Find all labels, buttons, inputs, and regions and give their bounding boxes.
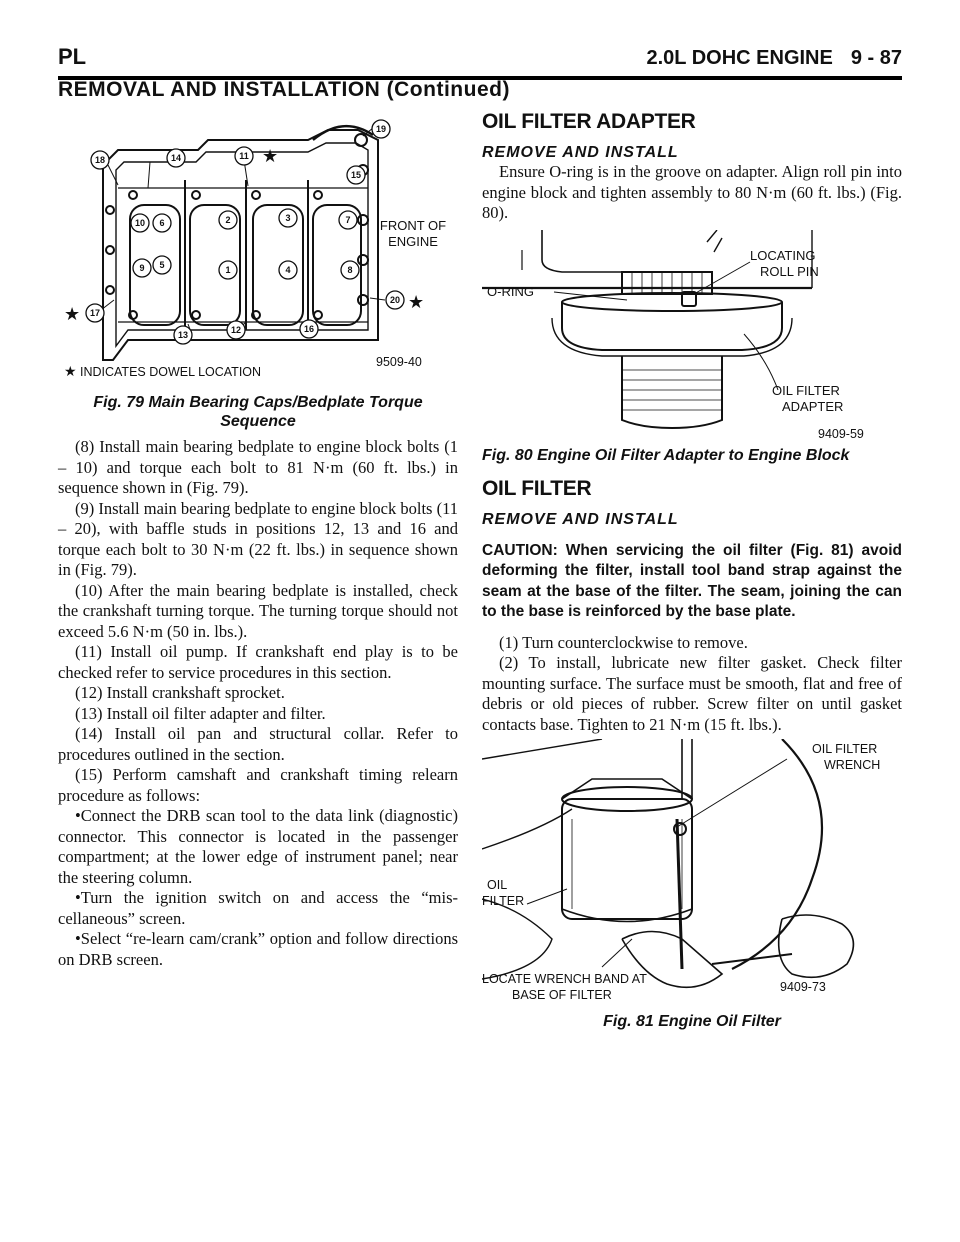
bolt-16: 16 xyxy=(303,324,315,334)
header-page: 9 - 87 xyxy=(850,47,902,69)
bullet-3: •Select “re-learn cam/crank” option and follow directions on DRB screen. xyxy=(58,929,458,969)
fig81-code: 9409-73 xyxy=(780,980,826,994)
filter-subheading: REMOVE AND INSTALL xyxy=(482,510,679,528)
bolt-3: 3 xyxy=(285,213,291,223)
bolt-8: 8 xyxy=(347,265,353,275)
header-title: 2.0L DOHC ENGINE xyxy=(646,47,833,69)
filter-heading: OIL FILTER xyxy=(482,476,592,500)
bolt-13: 13 xyxy=(177,330,189,340)
section-title: REMOVAL AND INSTALLATION (Continued) xyxy=(58,78,510,101)
locating-label-1: LOCATING xyxy=(750,247,816,263)
left-column xyxy=(58,110,458,970)
adapter-diagram xyxy=(482,230,902,440)
page-header xyxy=(58,40,902,80)
locate-label-1: LOCATE WRENCH BAND AT xyxy=(482,972,647,986)
locate-label-2: BASE OF FILTER xyxy=(512,988,612,1002)
caution-text: CAUTION: When servicing the oil filter (Fig. 81) avoid deforming the filter, install tool band strap against the seam at the base of the filter. The seam, joining the can to the base is reinforced by the base plate. xyxy=(482,541,902,620)
bolt-7: 7 xyxy=(345,215,351,225)
bolt-9: 9 xyxy=(139,263,145,273)
adapter-label-2: ADAPTER xyxy=(782,398,844,414)
bolt-11: 11 xyxy=(239,151,249,161)
dowel-star-icon: ★ xyxy=(408,292,425,313)
oil-filter-diagram xyxy=(482,739,902,1004)
right-column xyxy=(482,110,902,1031)
fig79-caption-line1: Fig. 79 Main Bearing Caps/Bedplate Torque xyxy=(93,394,423,411)
fig79-caption-line2: Sequence xyxy=(220,413,296,430)
dowel-star-icon: ★ xyxy=(64,304,81,325)
bolt-17: 17 xyxy=(89,308,101,318)
bolt-18: 18 xyxy=(94,155,106,165)
bolt-20: 20 xyxy=(389,295,401,305)
step-10: (10) After the main bearing bedplate is installed, check the crankshaft turning torque. The turning torque should not exceed 5.6 N·m (50 in. lbs.). xyxy=(58,580,458,641)
figure-80 xyxy=(482,230,902,440)
dowel-legend: INDICATES DOWEL LOCATION xyxy=(80,365,262,379)
wrench-label-2: WRENCH xyxy=(824,758,881,772)
fig79-caption xyxy=(58,393,458,431)
step-13: (13) Install oil filter adapter and filter. xyxy=(75,703,326,723)
filter-step-2: (2) To install, lubricate new filter gasket. Check filter mounting surface. The surface must be smooth, flat and free of debris or old pieces of rubber. Screw filter on until gasket contacts base. Tighten to 21 N·m (15 ft. lbs.). xyxy=(482,653,902,734)
dowel-star-icon: ★ xyxy=(262,146,279,167)
dowel-star-icon: ★ xyxy=(64,364,77,380)
bolt-1: 1 xyxy=(225,265,231,275)
left-text xyxy=(58,437,458,970)
bullet-1: •Connect the DRB scan tool to the data link (diagnostic) connector. This connector is located in the passenger compartment; at the lower edge of instrument panel; near the steering column. xyxy=(58,806,458,887)
fig81-caption: Fig. 81 Engine Oil Filter xyxy=(603,1013,781,1030)
fig80-caption: Fig. 80 Engine Oil Filter Adapter to Engine Block xyxy=(482,446,850,464)
step-8: (8) Install main bearing bedplate to engine block bolts (1 – 10) and torque each bolt to 81 N·m (60 ft. lbs.) in sequence shown in (Fig. 79). xyxy=(58,437,458,497)
bolt-19: 19 xyxy=(375,124,387,134)
figure-81 xyxy=(482,739,902,1004)
fig80-code: 9409-59 xyxy=(818,426,864,440)
step-9: (9) Install main bearing bedplate to engine block bolts (11 – 20), with baffle studs in positions 12, 13 and 16 and torque each bolt to 30 N·m (22 ft. lbs.) in sequence shown in (Fig. 79). xyxy=(58,498,458,579)
bolt-15: 15 xyxy=(350,170,362,180)
oring-label: O-RING xyxy=(487,283,534,299)
adapter-text: Ensure O-ring is in the groove on adapter. Align roll pin into engine block and tighten assembly to 80 N·m (60 ft. lbs.) (Fig. 80). xyxy=(482,162,902,222)
bolt-12: 12 xyxy=(230,325,242,335)
step-11: (11) Install oil pump. If crankshaft end play is to be checked refer to service procedures in this section. xyxy=(58,642,458,682)
header-right xyxy=(629,47,903,70)
step-15: (15) Perform camshaft and crankshaft timing relearn procedure as follows: xyxy=(58,765,458,805)
bolt-4: 4 xyxy=(285,265,291,275)
header-left: PL xyxy=(58,44,87,69)
front-label-2: ENGINE xyxy=(388,234,438,249)
oil-filter-label-2: FILTER xyxy=(482,894,525,908)
bolt-6: 6 xyxy=(159,218,165,228)
locating-label-2: ROLL PIN xyxy=(760,263,819,279)
wrench-label-1: OIL FILTER xyxy=(812,742,878,756)
adapter-label-1: OIL FILTER xyxy=(772,382,840,398)
bolt-5: 5 xyxy=(159,260,165,270)
adapter-subheading: REMOVE AND INSTALL xyxy=(482,144,679,161)
bullet-2: •Turn the ignition switch on and access the “mis- cellaneous” screen. xyxy=(58,888,458,928)
front-label-1: FRONT OF xyxy=(379,218,447,233)
adapter-heading: OIL FILTER ADAPTER xyxy=(482,110,696,133)
bedplate-diagram xyxy=(58,110,458,390)
bolt-10: 10 xyxy=(134,218,146,228)
filter-step-1: (1) Turn counterclockwise to remove. xyxy=(499,632,748,652)
fig79-code: 9509-40 xyxy=(376,355,422,369)
bolt-14: 14 xyxy=(170,153,182,163)
oil-filter-label-1: OIL xyxy=(487,878,508,892)
step-12: (12) Install crankshaft sprocket. xyxy=(75,683,285,702)
step-14: (14) Install oil pan and structural collar. Refer to procedures outlined in the section. xyxy=(58,724,458,764)
figure-79 xyxy=(58,110,458,390)
bolt-2: 2 xyxy=(225,215,231,225)
